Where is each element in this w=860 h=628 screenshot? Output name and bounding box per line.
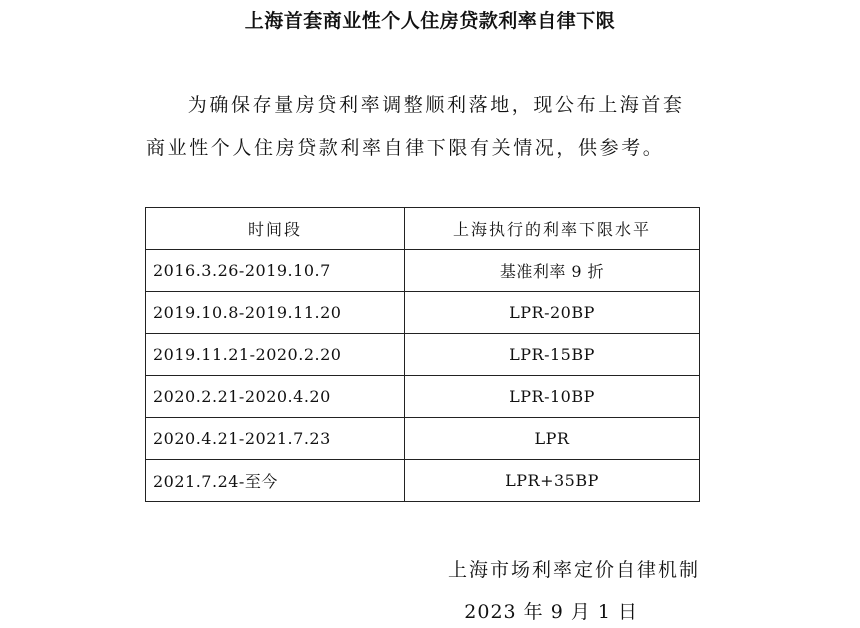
rate-cell: LPR bbox=[405, 418, 700, 460]
table-header-row bbox=[146, 208, 700, 250]
rate-cell: LPR-20BP bbox=[405, 292, 700, 334]
intro-paragraph: 为确保存量房贷利率调整顺利落地，现公布上海首套商业性个人住房贷款利率自律下限有关情况，供参考。 bbox=[146, 94, 685, 159]
table-row bbox=[146, 334, 700, 376]
column-header-period: 时间段 bbox=[146, 208, 405, 250]
period-cell: 2020.4.21-2021.7.23 bbox=[146, 418, 405, 460]
document-title: 上海首套商业性个人住房贷款利率自律下限 bbox=[244, 10, 616, 32]
table-row bbox=[146, 460, 700, 502]
period-cell: 2019.11.21-2020.2.20 bbox=[146, 334, 405, 376]
rate-cell: LPR-15BP bbox=[405, 334, 700, 376]
issue-date: 2023 年 9 月 1 日 bbox=[464, 601, 638, 623]
period-cell: 2019.10.8-2019.11.20 bbox=[146, 292, 405, 334]
rate-floor-table bbox=[145, 207, 700, 502]
period-cell: 2021.7.24-至今 bbox=[146, 460, 405, 502]
column-header-rate: 上海执行的利率下限水平 bbox=[405, 208, 700, 250]
rate-cell: LPR-10BP bbox=[405, 376, 700, 418]
period-cell: 2016.3.26-2019.10.7 bbox=[146, 250, 405, 292]
rate-cell: 基准利率 9 折 bbox=[405, 250, 700, 292]
period-cell: 2020.2.21-2020.4.20 bbox=[146, 376, 405, 418]
table-row bbox=[146, 376, 700, 418]
table-row bbox=[146, 292, 700, 334]
table-row bbox=[146, 250, 700, 292]
table-row bbox=[146, 418, 700, 460]
rate-cell: LPR+35BP bbox=[405, 460, 700, 502]
issuer-signature: 上海市场利率定价自律机制 bbox=[447, 559, 700, 581]
